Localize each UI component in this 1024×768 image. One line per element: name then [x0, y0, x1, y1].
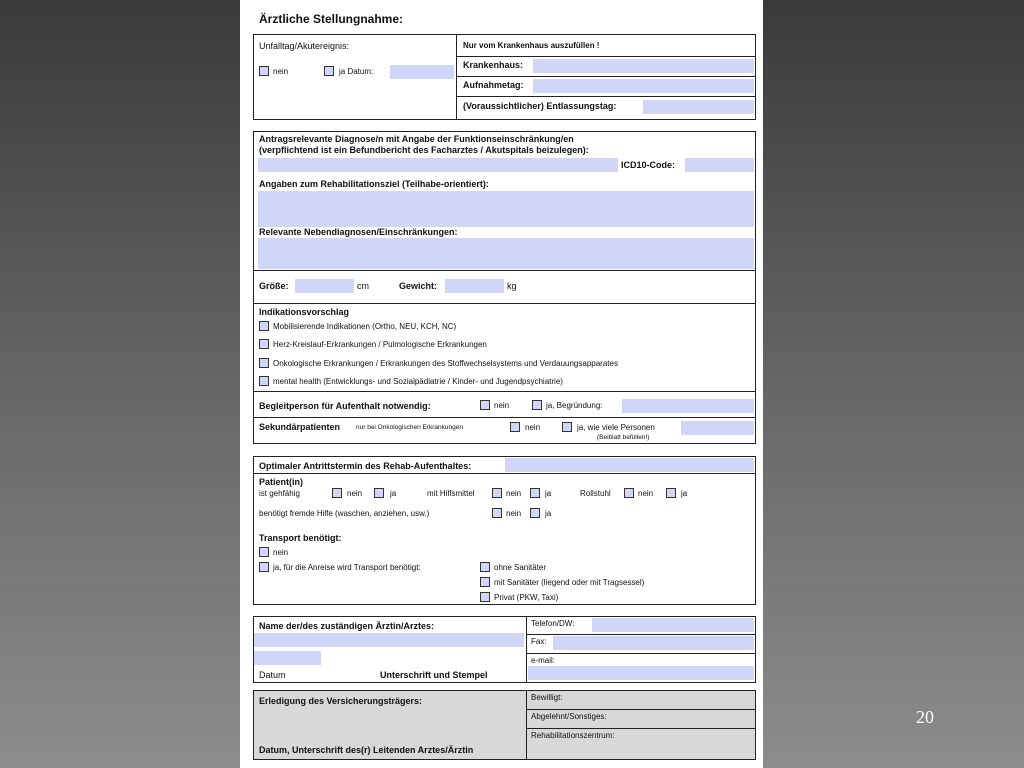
walk-yes-checkbox[interactable]	[374, 488, 384, 498]
needs-help-label: benötigt fremde Hilfe (waschen, anziehen, usw.)	[259, 509, 430, 518]
hospital-header: Nur vom Krankenhaus auszufüllen !	[463, 41, 600, 50]
admission-label: Aufnahmetag:	[463, 80, 524, 90]
diagnosis-line2: (verpflichtend ist ein Befundbericht des Facharztes / Akutspitals beizulegen):	[259, 145, 589, 155]
aid-yes-label: ja	[545, 489, 552, 498]
secondary-yes-checkbox[interactable]	[562, 422, 572, 432]
accident-no-label: nein	[273, 67, 289, 76]
companion-reason-field[interactable]	[622, 399, 754, 413]
optimal-date-field[interactable]	[505, 458, 754, 472]
discharge-field[interactable]	[643, 100, 754, 114]
secondary-patients-label: Sekundärpatienten	[259, 422, 341, 432]
companion-no-label: nein	[494, 401, 510, 410]
size-label: Größe:	[259, 281, 289, 291]
weight-label: Gewicht:	[399, 281, 438, 291]
aid-yes-checkbox[interactable]	[530, 488, 540, 498]
companion-yes-label: ja, Begründung:	[546, 401, 603, 410]
wheelchair-yes-label: ja	[681, 489, 688, 498]
insurer-sign-label: Datum, Unterschrift des(r) Leitenden Arztes/Ärztin	[259, 745, 474, 755]
transport-no-checkbox[interactable]	[259, 547, 269, 557]
secondary-no-label: nein	[525, 423, 541, 432]
indication-header: Indikationsvorschlag	[259, 307, 350, 317]
rehab-goal-field[interactable]	[258, 191, 754, 227]
slide-number: 20	[916, 707, 934, 727]
indication-checkbox-2[interactable]	[259, 339, 269, 349]
paramedic-checkbox[interactable]	[480, 577, 490, 587]
aid-no-label: nein	[506, 489, 522, 498]
wheelchair-no-checkbox[interactable]	[624, 488, 634, 498]
help-yes-label: ja	[545, 509, 552, 518]
signature-label: Unterschrift und Stempel	[380, 670, 488, 680]
form-page	[240, 0, 763, 768]
cm-unit: cm	[357, 281, 369, 291]
accident-yes-label: ja Datum:	[339, 67, 374, 76]
paramedic-label: mit Sanitäter (liegend oder mit Tragsessel)	[494, 578, 645, 587]
companion-yes-checkbox[interactable]	[532, 400, 542, 410]
hospital-label: Krankenhaus:	[463, 60, 524, 70]
private-checkbox[interactable]	[480, 592, 490, 602]
kg-unit: kg	[507, 281, 517, 291]
rehab-center-label: Rehabilitationszentrum:	[531, 731, 615, 740]
doctor-name-field[interactable]	[254, 633, 524, 647]
transport-label: Transport benötigt:	[259, 533, 342, 543]
form-title: Ärztliche Stellungnahme:	[259, 12, 404, 26]
discharge-label: (Voraussichtlicher) Entlassungstag:	[463, 101, 617, 111]
weight-field[interactable]	[445, 279, 504, 293]
accident-date-field[interactable]	[390, 65, 454, 79]
size-field[interactable]	[295, 279, 354, 293]
doctor-name-label: Name der/des zuständigen Ärztin/Arztes:	[259, 621, 435, 631]
indication-item-4: mental health (Entwicklungs- und Sozialpädiatrie / Kinder- und Jugendpsychiatrie)	[273, 377, 563, 386]
rehab-goal-label: Angaben zum Rehabilitationsziel (Teilhabe-orientiert):	[259, 179, 489, 189]
walk-yes-label: ja	[390, 489, 397, 498]
with-aid-label: mit Hilfsmittel	[427, 489, 475, 498]
sheet-note: (Beiblatt befüllen!)	[597, 434, 650, 441]
phone-field[interactable]	[592, 618, 754, 632]
patient-label: Patient(in)	[259, 477, 303, 487]
accident-label: Unfalltag/Akutereignis:	[259, 41, 350, 51]
date-label: Datum	[259, 670, 286, 680]
private-label: Privat (PKW, Taxi)	[494, 593, 559, 602]
help-no-label: nein	[506, 509, 522, 518]
walk-no-checkbox[interactable]	[332, 488, 342, 498]
indication-item-1: Mobilisierende Indikationen (Ortho, NEU, KCH, NC)	[273, 322, 457, 331]
wheelchair-label: Rollstuhl	[580, 489, 611, 498]
transport-yes-checkbox[interactable]	[259, 562, 269, 572]
companion-no-checkbox[interactable]	[480, 400, 490, 410]
no-paramedic-label: ohne Sanitäter	[494, 563, 547, 572]
email-label: e-mail:	[531, 656, 556, 665]
accident-no-checkbox[interactable]	[259, 66, 269, 76]
secondary-patients-note: nur bei Onkologischen Erkrankungen	[356, 424, 463, 431]
diagnosis-line1: Antragsrelevante Diagnose/n mit Angabe der Funktionseinschränkung/en	[259, 134, 574, 144]
diagnosis-field[interactable]	[258, 158, 618, 172]
secondary-no-checkbox[interactable]	[510, 422, 520, 432]
phone-label: Telefon/DW:	[531, 619, 575, 628]
wheelchair-no-label: nein	[638, 489, 654, 498]
optimal-date-label: Optimaler Antrittstermin des Rehab-Aufenthaltes:	[259, 461, 472, 471]
approved-label: Bewilligt:	[531, 693, 563, 702]
indication-item-3: Onkologische Erkrankungen / Erkrankungen des Stoffwechselsystems und Verdauungsapparates	[273, 359, 618, 368]
help-no-checkbox[interactable]	[492, 508, 502, 518]
email-field[interactable]	[528, 666, 754, 680]
insurer-label: Erledigung des Versicherungsträgers:	[259, 696, 423, 706]
no-paramedic-checkbox[interactable]	[480, 562, 490, 572]
accident-yes-checkbox[interactable]	[324, 66, 334, 76]
secondary-count-field[interactable]	[681, 421, 754, 435]
secondary-diagnoses-label: Relevante Nebendiagnosen/Einschränkungen:	[259, 227, 458, 237]
hospital-field[interactable]	[533, 59, 754, 73]
wheelchair-yes-checkbox[interactable]	[666, 488, 676, 498]
indication-item-2: Herz-Kreislauf-Erkrankungen / Pulmologische Erkrankungen	[273, 340, 487, 349]
fax-label: Fax:	[531, 637, 547, 646]
aid-no-checkbox[interactable]	[492, 488, 502, 498]
fax-field[interactable]	[553, 636, 754, 650]
help-yes-checkbox[interactable]	[530, 508, 540, 518]
admission-field[interactable]	[533, 79, 754, 93]
icd-label: ICD10-Code:	[621, 160, 676, 170]
rejected-label: Abgelehnt/Sonstiges:	[531, 712, 607, 721]
can-walk-label: ist gehfähig	[259, 489, 300, 498]
transport-no-label: nein	[273, 548, 289, 557]
secondary-diagnoses-field[interactable]	[258, 238, 754, 269]
indication-checkbox-4[interactable]	[259, 376, 269, 386]
walk-no-label: nein	[347, 489, 363, 498]
date-field[interactable]	[254, 651, 321, 665]
companion-label: Begleitperson für Aufenthalt notwendig:	[259, 401, 431, 411]
icd-field[interactable]	[685, 158, 754, 172]
secondary-yes-label: ja, wie viele Personen	[577, 423, 655, 432]
indication-checkbox-1[interactable]	[259, 321, 269, 331]
indication-checkbox-3[interactable]	[259, 358, 269, 368]
transport-yes-label: ja, für die Anreise wird Transport benötigt:	[273, 563, 421, 572]
